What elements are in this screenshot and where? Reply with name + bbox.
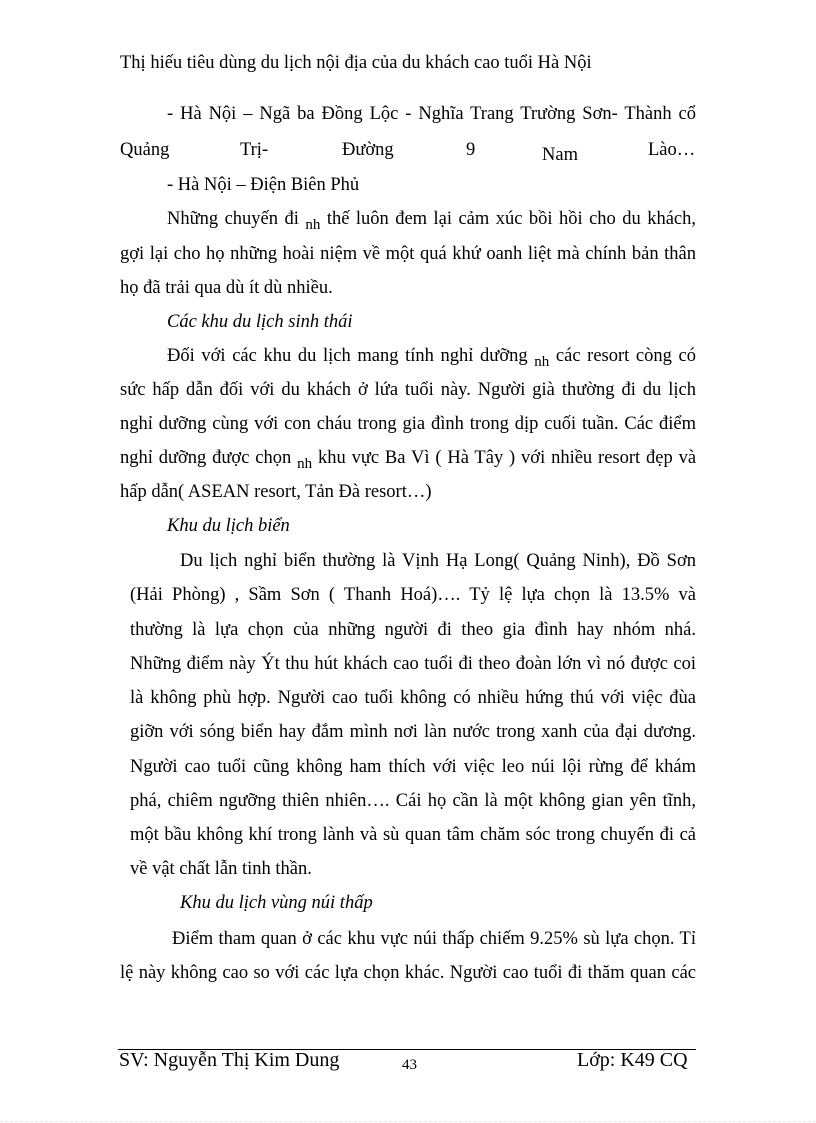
route-word: Nam bbox=[542, 145, 578, 165]
page-number: 43 bbox=[402, 1057, 417, 1073]
paragraph-line: gợi lại cho họ những hoài niệm về một quá khứ oanh liệt mà chính bản thân bbox=[120, 244, 696, 264]
section-heading: Khu du lịch vùng núi thấp bbox=[180, 893, 373, 913]
paragraph-line: Du lịch nghỉ biển thường là Vịnh Hạ Long( Quảng Ninh), Đồ Sơn bbox=[180, 551, 696, 571]
paragraph-line: nghỉ dưỡng cùng với con cháu trong gia đình trong dịp cuối tuần. Các điểm bbox=[120, 414, 696, 434]
paragraph-line: là không phù hợp. Người cao tuổi không có nhiều hứng thú với việc đùa bbox=[130, 688, 696, 708]
route-word: Quảng bbox=[120, 140, 170, 160]
paragraph-line: Điểm tham quan ở các khu vực núi thấp chiếm 9.25% sù lựa chọn. Tỉ bbox=[172, 929, 696, 949]
paragraph-line: về vật chất lẫn tinh thần. bbox=[130, 859, 312, 879]
paragraph-line: Những chuyến đi nh thế luôn đem lại cảm xúc bồi hồi cho du khách, bbox=[167, 209, 697, 233]
paragraph-line: Đối với các khu du lịch mang tính nghỉ dưỡng nh các resort còng có bbox=[167, 346, 696, 370]
paragraph-line: một bầu không khí trong lành và sù quan tâm chăm sóc trong chuyến đi cả bbox=[130, 825, 696, 845]
section-heading: Khu du lịch biển bbox=[167, 516, 290, 536]
route-line-1: - Hà Nội – Ngã ba Đồng Lộc - Nghĩa Trang Trường Sơn- Thành cổ bbox=[167, 104, 696, 124]
section-heading: Các khu du lịch sinh thái bbox=[167, 312, 353, 332]
paragraph-line: Những điểm này Ýt thu hút khách cao tuổi đi theo đoàn lớn vì nó được coi bbox=[130, 654, 696, 674]
route-word: Lào… bbox=[648, 140, 696, 160]
paragraph-line: họ đã trải qua dù ít dù nhiều. bbox=[120, 278, 333, 298]
paragraph-line: giỡn với sóng biển hay đắm mình nơi làn nước trong xanh của đại dương. bbox=[130, 722, 696, 742]
route-line-2 bbox=[120, 137, 696, 167]
footer-class: Lớp: K49 CQ bbox=[577, 1049, 688, 1071]
footer-student: SV: Nguyễn Thị Kim Dung bbox=[119, 1049, 340, 1071]
running-header: Thị hiếu tiêu dùng du lịch nội địa của du khách cao tuổi Hà Nội bbox=[120, 53, 592, 73]
route-line-3: - Hà Nội – Điện Biên Phủ bbox=[167, 175, 360, 195]
route-word: Đường bbox=[342, 140, 394, 160]
paragraph-line: sức hấp dẫn đối với du khách ở lứa tuổi này. Người già thường đi du lịch bbox=[120, 380, 696, 400]
route-word: 9 bbox=[466, 140, 476, 160]
paragraph-line: (Hải Phòng) , Sầm Sơn ( Thanh Hoá)…. Tỷ lệ lựa chọn là 13.5% và bbox=[130, 585, 696, 605]
paragraph-line: phá, chiêm ngưỡng thiên nhiên…. Cái họ cần là một không gian yên tĩnh, bbox=[130, 791, 696, 811]
page-edge bbox=[0, 1121, 816, 1122]
paragraph-line: lệ này không cao so với các lựa chọn khác. Người cao tuổi đi thăm quan các bbox=[120, 963, 696, 983]
route-word: Trị- bbox=[240, 140, 269, 160]
paragraph-line: hấp dẫn( ASEAN resort, Tản Đà resort…) bbox=[120, 482, 432, 502]
paragraph-line: Người cao tuổi cũng không ham thích với việc leo núi lội rừng để khám bbox=[130, 757, 696, 777]
paragraph-line: nghỉ dưỡng được chọn nh khu vực Ba Vì ( Hà Tây ) với nhiều resort đẹp và bbox=[120, 448, 697, 472]
paragraph-line: thường là lựa chọn của những người đi theo gia đình hay nhóm nhá. bbox=[130, 620, 696, 640]
